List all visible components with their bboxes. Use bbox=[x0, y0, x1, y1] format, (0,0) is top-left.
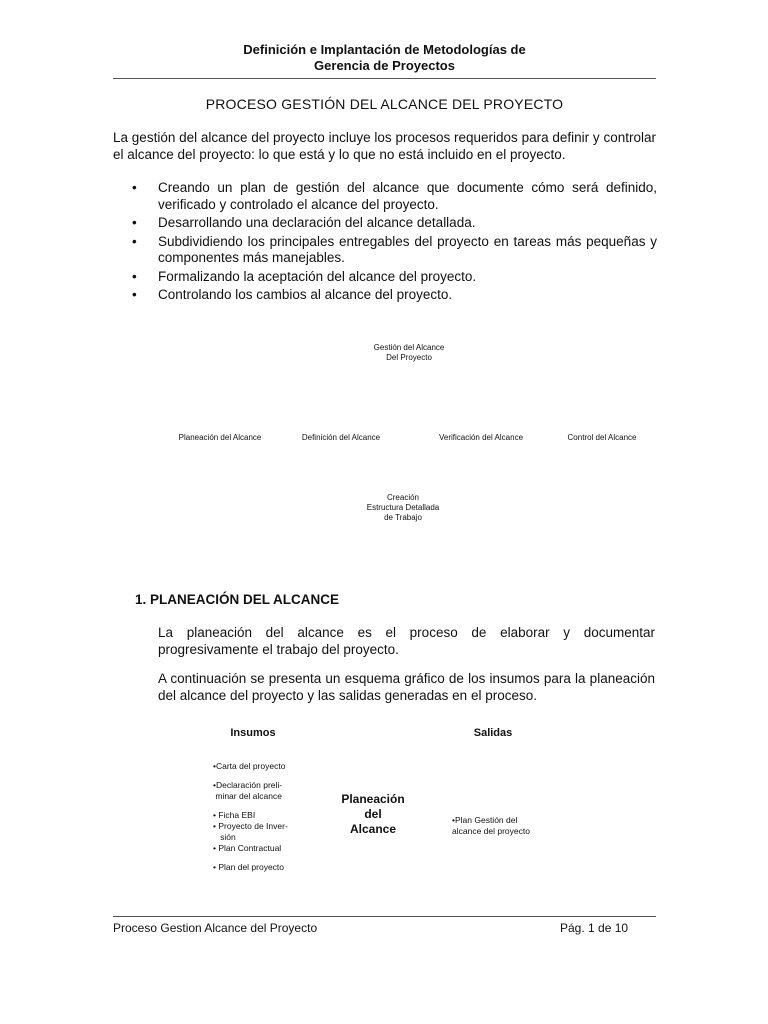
output-item: alcance del proyecto bbox=[452, 826, 530, 836]
bullet-list bbox=[130, 180, 657, 306]
process-node: Planeación del Alcance bbox=[341, 792, 405, 836]
section-paragraph-1: La planeación del alcance es el proceso de elaborar y documentar progresivamente el trabajo del proyecto. bbox=[158, 625, 655, 657]
list-item: • Desarrollando una declaración del alcance detallada. bbox=[132, 215, 476, 230]
input-item: • Ficha EBI bbox=[213, 810, 256, 820]
list-item: • Formalizando la aceptación del alcance del proyecto. bbox=[132, 268, 477, 284]
org-root-node: Gestión del Alcance Del Proyecto bbox=[373, 343, 445, 362]
org-node-definicion: Definición del Alcance bbox=[301, 433, 381, 442]
bullet-icon: • bbox=[132, 215, 137, 230]
list-item: • Subdividiendo los principales entregables del proyecto en tareas más pequeñas y componentes más manejables. bbox=[132, 233, 657, 265]
list-item: • Creando un plan de gestión del alcance que documente cómo será definido, verificado y controlado el alcance del proyecto. bbox=[132, 180, 657, 212]
section-heading: 1. PLANEACIÓN DEL ALCANCE bbox=[135, 592, 340, 607]
footer-title: Proceso Gestion Alcance del Proyecto bbox=[113, 921, 318, 935]
document-header bbox=[113, 42, 656, 74]
outputs-title: Salidas bbox=[473, 727, 513, 739]
input-item: • Plan Contractual bbox=[213, 843, 282, 853]
list-item: • Controlando los cambios al alcance del proyecto. bbox=[132, 287, 453, 302]
org-node-control: Control del Alcance bbox=[567, 433, 637, 442]
footer-divider bbox=[113, 916, 656, 917]
outputs-list bbox=[452, 815, 562, 837]
page-title: PROCESO GESTIÓN DEL ALCANCE DEL PROYECTO bbox=[205, 96, 564, 112]
header-line-1: Definición e Implantación de Metodologías de bbox=[243, 42, 526, 57]
input-item: • Plan del proyecto bbox=[213, 862, 285, 872]
intro-paragraph: La gestión del alcance del proyecto incluye los procesos requeridos para definir y controlar el alcance del proyecto: lo que está y lo que no está incluido en el proyecto. bbox=[113, 130, 656, 162]
input-item: •Declaración preli- bbox=[213, 780, 283, 790]
bullet-icon: • bbox=[132, 233, 137, 249]
org-node-planeacion: Planeación del Alcance bbox=[178, 433, 262, 442]
input-item: •Carta del proyecto bbox=[213, 761, 286, 771]
bullet-icon: • bbox=[132, 180, 137, 195]
section-paragraph-2: A continuación se presenta un esquema gráfico de los insumos para la planeación del alcance del proyecto y las salidas generadas en el proceso. bbox=[158, 671, 655, 703]
header-line-2: Gerencia de Proyectos bbox=[314, 58, 455, 73]
output-item: •Plan Gestión del bbox=[452, 815, 518, 825]
input-item: • Proyecto de Inver- bbox=[213, 821, 288, 831]
page-number: Pág. 1 de 10 bbox=[560, 921, 629, 935]
input-item: sión bbox=[213, 832, 236, 842]
inputs-title: Insumos bbox=[230, 727, 276, 739]
header-divider bbox=[113, 78, 656, 79]
bullet-icon: • bbox=[132, 268, 137, 284]
inputs-list bbox=[213, 761, 323, 873]
input-item: minar del alcance bbox=[213, 791, 282, 801]
org-node-verificacion: Verificación del Alcance bbox=[438, 433, 524, 442]
bullet-icon: • bbox=[132, 287, 137, 302]
org-subnode-edt: Creación Estructura Detallada de Trabajo bbox=[366, 493, 440, 522]
